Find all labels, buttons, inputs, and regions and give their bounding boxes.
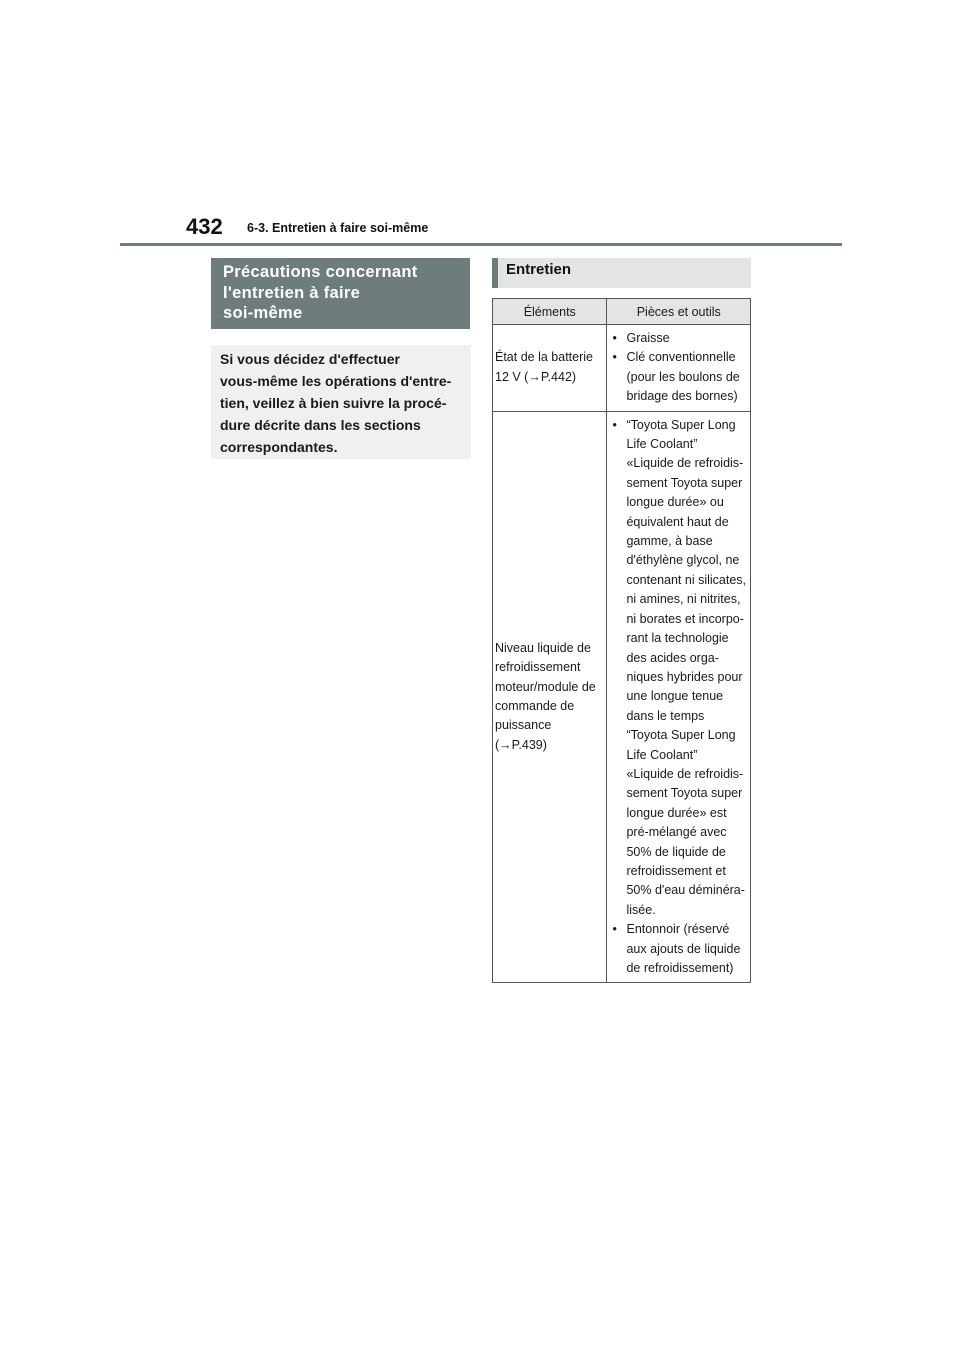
tool-line: “Toyota Super Long xyxy=(626,417,736,432)
bullet-glyph: • xyxy=(612,331,617,345)
list-item xyxy=(611,416,746,921)
element-line: 12 V (→P.442) xyxy=(495,369,577,384)
element-line: Niveau liquide de xyxy=(495,640,591,655)
tools-cell xyxy=(607,325,751,412)
tool-line: ni amines, ni nitrites, xyxy=(626,592,741,607)
section-title: 6-3. Entretien à faire soi-même xyxy=(247,221,429,235)
tool-line: rant la technologie xyxy=(626,631,729,646)
table-row xyxy=(493,411,751,983)
tool-line: une longue tenue xyxy=(626,689,724,704)
element-cell xyxy=(493,411,607,983)
tool-line: ni borates et incorpo- xyxy=(626,611,744,626)
element-cell xyxy=(493,325,607,412)
tool-line: dans le temps xyxy=(626,708,705,723)
tool-line: Clé conventionnelle xyxy=(626,350,736,365)
tool-line: «Liquide de refroidis- xyxy=(626,456,744,471)
element-line: refroidissement xyxy=(495,660,581,675)
tool-line: d'éthylène glycol, ne xyxy=(626,553,740,568)
tool-line: pré-mélangé avec xyxy=(626,825,727,840)
tools-cell xyxy=(607,411,751,983)
heading-line: Précautions concernant xyxy=(223,263,418,281)
note-line: correspondantes. xyxy=(220,439,338,455)
tool-line: équivalent haut de xyxy=(626,514,729,529)
tool-line: “Toyota Super Long xyxy=(626,728,736,743)
element-line: puissance xyxy=(495,718,552,733)
tool-line: aux ajouts de liquide xyxy=(626,941,741,956)
heading-line: soi-même xyxy=(223,304,303,322)
table-row xyxy=(493,325,751,412)
element-line: commande de xyxy=(495,699,575,714)
tool-line: niques hybrides pour xyxy=(626,669,743,684)
tool-line: «Liquide de refroidis- xyxy=(626,766,744,781)
tool-line: (pour les boulons de xyxy=(626,369,740,384)
table-header-row xyxy=(493,299,751,325)
tool-line: sement Toyota super xyxy=(626,786,743,801)
tool-line: longue durée» ou xyxy=(626,495,724,510)
maintenance-heading xyxy=(492,258,751,288)
page-number: 432 xyxy=(186,214,223,239)
maintenance-heading-text: Entretien xyxy=(506,261,572,278)
element-line: (→P.439) xyxy=(495,737,547,752)
tool-line: 50% de liquide de xyxy=(626,844,726,859)
tool-line: sement Toyota super xyxy=(626,475,743,490)
tool-line: de refroidissement) xyxy=(626,961,734,975)
bullet-glyph: • xyxy=(612,350,617,365)
bullet-glyph: • xyxy=(612,417,617,432)
tool-line: Entonnoir (réservé xyxy=(626,922,730,937)
tool-line: bridage des bornes) xyxy=(626,389,738,404)
column-header-elements: Éléments xyxy=(493,299,607,325)
tool-line: 50% d'eau déminéra- xyxy=(626,883,745,898)
note-line: Si vous décidez d'effectuer xyxy=(220,351,400,367)
tool-line: Graisse xyxy=(626,331,670,345)
tool-line: Life Coolant” xyxy=(626,747,698,762)
maintenance-table xyxy=(492,298,751,983)
bullet-glyph: • xyxy=(612,922,617,937)
note-line: vous-même les opérations d'entre- xyxy=(220,373,452,389)
element-line: moteur/module de xyxy=(495,679,596,694)
tool-line: refroidissement et xyxy=(626,863,726,878)
precautions-note xyxy=(211,345,471,459)
element-line: État de la batterie xyxy=(495,350,593,365)
precautions-heading xyxy=(211,258,470,329)
tool-line: contenant ni silicates, xyxy=(626,572,746,587)
heading-line: l'entretien à faire xyxy=(223,283,361,302)
tool-line: gamme, à base xyxy=(626,534,713,549)
list-item xyxy=(611,329,746,348)
note-line: dure décrite dans les sections xyxy=(220,417,421,433)
list-item xyxy=(611,348,746,406)
column-header-parts-tools: Pièces et outils xyxy=(607,299,751,325)
header-rule xyxy=(120,243,842,246)
tool-line: des acides orga- xyxy=(626,650,719,665)
tool-line: Life Coolant” xyxy=(626,437,698,452)
tool-line: lisée. xyxy=(626,902,656,917)
note-line: tien, veillez à bien suivre la procé- xyxy=(220,395,447,411)
tool-line: longue durée» est xyxy=(626,805,727,820)
list-item xyxy=(611,920,746,978)
